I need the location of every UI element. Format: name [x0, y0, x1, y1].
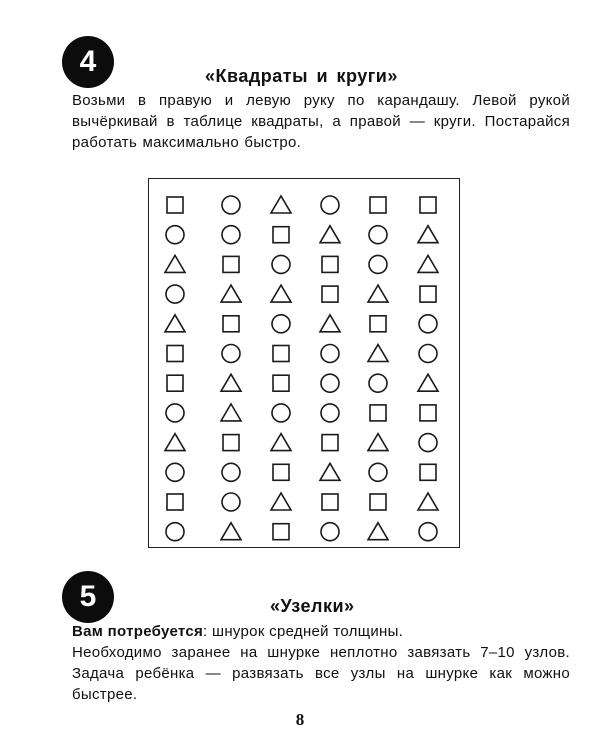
triangle-shape — [271, 285, 291, 302]
circle-shape — [321, 523, 339, 541]
circle-shape — [222, 196, 240, 214]
circle-shape — [272, 404, 290, 422]
task-4-number-badge: 4 — [62, 36, 114, 88]
circle-shape — [166, 463, 184, 481]
circle-shape — [369, 226, 387, 244]
circle-shape — [222, 493, 240, 511]
task-5-number-badge: 5 — [62, 571, 114, 623]
square-shape — [273, 464, 289, 480]
triangle-shape — [271, 434, 291, 451]
circle-shape — [272, 255, 290, 273]
triangle-shape — [221, 523, 241, 540]
triangle-shape — [221, 374, 241, 391]
circle-shape — [321, 374, 339, 392]
triangle-shape — [320, 463, 340, 480]
circle-shape — [369, 374, 387, 392]
triangle-shape — [165, 255, 185, 272]
square-shape — [322, 256, 338, 272]
square-shape — [420, 464, 436, 480]
square-shape — [167, 346, 183, 362]
square-shape — [167, 197, 183, 213]
triangle-shape — [368, 285, 388, 302]
task-5-title: «Узелки» — [270, 596, 355, 616]
task-5-requirements — [72, 621, 570, 642]
circle-shape — [222, 463, 240, 481]
square-shape — [223, 256, 239, 272]
square-shape — [420, 197, 436, 213]
square-shape — [370, 405, 386, 421]
square-shape — [273, 346, 289, 362]
square-shape — [167, 494, 183, 510]
triangle-shape — [165, 315, 185, 332]
circle-shape — [419, 523, 437, 541]
triangle-shape — [368, 523, 388, 540]
circle-shape — [321, 404, 339, 422]
circle-shape — [166, 404, 184, 422]
square-shape — [370, 494, 386, 510]
square-shape — [322, 286, 338, 302]
circle-shape — [321, 196, 339, 214]
page-number: 8 — [295, 710, 305, 729]
square-shape — [370, 197, 386, 213]
triangle-shape — [320, 315, 340, 332]
triangle-shape — [221, 404, 241, 421]
triangle-shape — [271, 493, 291, 510]
square-shape — [420, 286, 436, 302]
task-4-instruction: Возьми в правую и левую руку по карандашу. Левой рукой вычёркивай в таблице квадраты, а правой — круги. Постарайся работать максимально быстро. — [72, 92, 570, 151]
square-shape — [223, 316, 239, 332]
square-shape — [223, 435, 239, 451]
triangle-shape — [368, 345, 388, 362]
triangle-shape — [320, 226, 340, 243]
triangle-shape — [271, 196, 291, 213]
requirements-text: : шнурок средней толщины. — [203, 623, 404, 640]
circle-shape — [419, 434, 437, 452]
triangle-shape — [418, 255, 438, 272]
circle-shape — [369, 463, 387, 481]
circle-shape — [222, 345, 240, 363]
triangle-shape — [418, 226, 438, 243]
square-shape — [420, 405, 436, 421]
shapes-table — [148, 178, 460, 548]
circle-shape — [166, 285, 184, 303]
circle-shape — [419, 315, 437, 333]
circle-shape — [369, 255, 387, 273]
square-shape — [370, 316, 386, 332]
triangle-shape — [418, 374, 438, 391]
triangle-shape — [368, 434, 388, 451]
circle-shape — [166, 226, 184, 244]
circle-shape — [166, 523, 184, 541]
square-shape — [167, 375, 183, 391]
triangle-shape — [165, 434, 185, 451]
square-shape — [273, 375, 289, 391]
task-4-title: «Квадраты и круги» — [205, 66, 398, 86]
requirements-label: Вам потребуется — [72, 623, 204, 640]
triangle-shape — [418, 493, 438, 510]
square-shape — [322, 435, 338, 451]
triangle-shape — [221, 285, 241, 302]
circle-shape — [419, 345, 437, 363]
task-5-instruction: Необходимо заранее на шнурке неплотно завязать 7–10 узлов. Задача ребёнка — развязать все узлы на шнурке как можно быстрее. — [72, 644, 570, 703]
square-shape — [273, 227, 289, 243]
shapes-grid — [149, 179, 461, 549]
square-shape — [322, 494, 338, 510]
circle-shape — [272, 315, 290, 333]
circle-shape — [222, 226, 240, 244]
square-shape — [273, 524, 289, 540]
circle-shape — [321, 345, 339, 363]
